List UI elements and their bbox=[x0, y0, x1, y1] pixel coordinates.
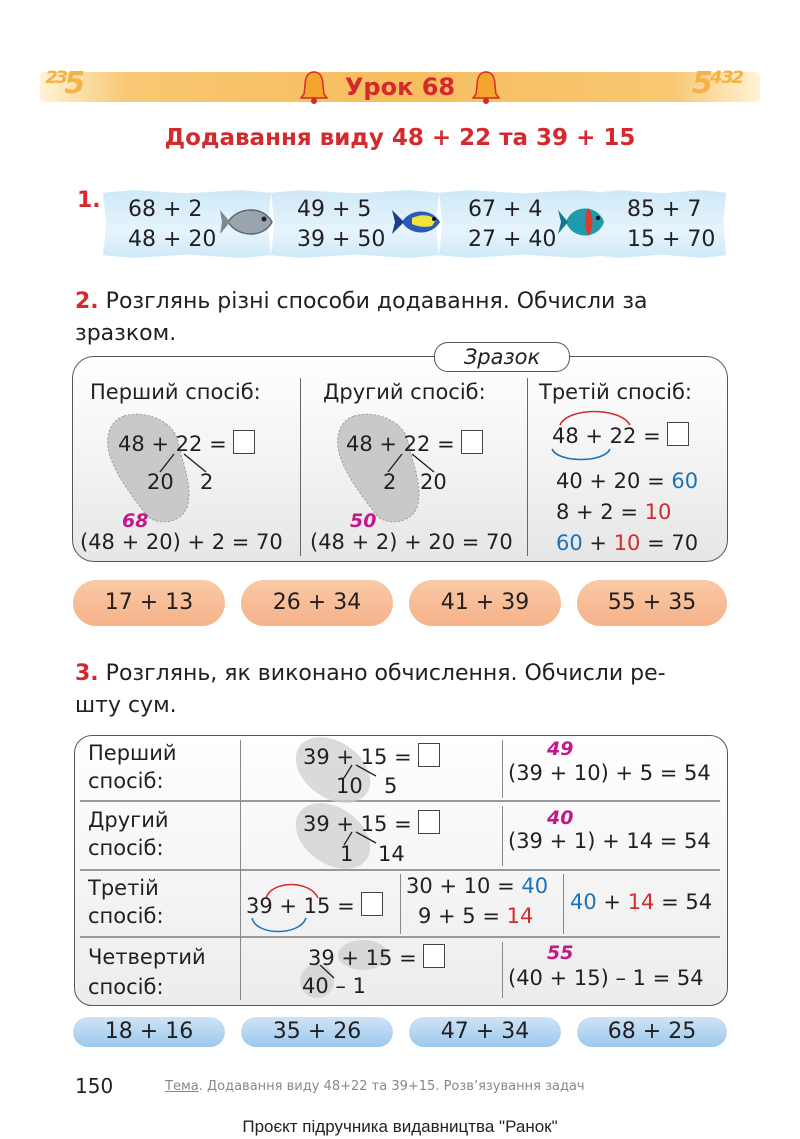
answer-box bbox=[233, 430, 255, 454]
table-expression: 39 + 15 = bbox=[303, 743, 440, 769]
method-label: Перший спосіб: bbox=[88, 741, 177, 793]
bell-icon bbox=[299, 70, 329, 104]
table-expression: 39 + 15 = bbox=[246, 892, 383, 918]
split-part: 40 – 1 bbox=[302, 974, 366, 998]
fish-icon bbox=[220, 200, 278, 244]
hint-value: 55 bbox=[547, 942, 574, 964]
sample-expression: 48 + 22 = bbox=[552, 422, 689, 448]
row-divider bbox=[80, 936, 720, 938]
task3-instruction-cont: шту сум. bbox=[75, 693, 177, 718]
split-part: 2 bbox=[383, 470, 397, 494]
split-part: 10 bbox=[336, 774, 363, 798]
footer-topic: Тема. Додавання виду 48+22 та 39+15. Розв’язування задач bbox=[165, 1079, 585, 1094]
fish-icon bbox=[558, 198, 608, 246]
divider bbox=[502, 740, 503, 798]
divider bbox=[502, 942, 503, 998]
answer-box bbox=[667, 422, 689, 446]
hint-value: 68 bbox=[122, 510, 149, 532]
answer-box bbox=[423, 944, 445, 968]
exercise-pill: 17 + 13 bbox=[73, 580, 225, 626]
exercise-pill: 18 + 16 bbox=[73, 1017, 225, 1047]
task3-instruction: 3. Розглянь, як виконано обчислення. Обчисли ре- bbox=[75, 661, 666, 686]
task2-instruction: 2. Розглянь різні способи додавання. Обчисли за bbox=[75, 289, 648, 314]
answer-box bbox=[361, 892, 383, 916]
place-value-line: 9 + 5 = 14 bbox=[418, 904, 534, 928]
divider bbox=[563, 874, 564, 934]
row-divider bbox=[80, 800, 720, 802]
hint-value: 49 bbox=[547, 738, 574, 760]
exercise-pill: 26 + 34 bbox=[241, 580, 393, 626]
answer-box bbox=[418, 743, 440, 767]
table-expression: 39 + 15 = bbox=[308, 944, 445, 970]
lesson-number bbox=[0, 70, 800, 104]
split-part: 20 bbox=[147, 470, 174, 494]
decorative-digits-right: 5⁴³² bbox=[692, 66, 741, 101]
row-divider bbox=[80, 869, 720, 871]
bell-icon bbox=[471, 70, 501, 104]
split-part: 14 bbox=[378, 842, 405, 866]
task1-expr: 49 + 5 39 + 50 bbox=[297, 197, 386, 252]
task1-expr: 67 + 4 27 + 40 bbox=[468, 197, 557, 252]
method-label: Другий спосіб: bbox=[88, 808, 169, 860]
lesson-label: Урок 68 bbox=[344, 73, 456, 101]
place-value-line: 40 + 20 = 60 bbox=[556, 469, 699, 493]
fish-icon bbox=[392, 204, 444, 240]
table-result: (39 + 1) + 14 = 54 bbox=[508, 829, 711, 853]
exercise-pill: 47 + 34 bbox=[409, 1017, 561, 1047]
hint-value: 40 bbox=[547, 807, 574, 829]
divider bbox=[300, 378, 301, 556]
method-label: Четвертий спосіб: bbox=[88, 945, 206, 999]
sample-expression: 48 + 22 = bbox=[118, 430, 255, 456]
divider bbox=[527, 378, 528, 556]
method-heading: Перший спосіб: bbox=[90, 380, 261, 404]
answer-box bbox=[418, 810, 440, 834]
method-heading: Третій спосіб: bbox=[539, 380, 692, 404]
task1-expr: 85 + 7 15 + 70 bbox=[627, 197, 716, 252]
sample-result: (48 + 2) + 20 = 70 bbox=[310, 530, 513, 554]
exercise-pill: 55 + 35 bbox=[577, 580, 727, 626]
exercise-pill: 68 + 25 bbox=[577, 1017, 727, 1047]
decorative-digits-left: ²³5 bbox=[44, 66, 83, 101]
page-number: 150 bbox=[75, 1074, 114, 1098]
publisher-note: Проєкт підручника видавництва "Ранок" bbox=[242, 1117, 558, 1136]
hint-value: 50 bbox=[350, 510, 377, 532]
divider bbox=[502, 806, 503, 866]
divider bbox=[400, 874, 401, 934]
method-label: Третій спосіб: bbox=[88, 876, 164, 928]
split-part: 2 bbox=[200, 470, 214, 494]
page-title: Додавання виду 48 + 22 та 39 + 15 bbox=[164, 125, 636, 151]
split-part: 20 bbox=[420, 470, 447, 494]
task1-expr: 68 + 2 48 + 20 bbox=[128, 197, 217, 252]
table-result: (40 + 15) – 1 = 54 bbox=[508, 966, 704, 990]
divider bbox=[240, 740, 241, 1000]
exercise-pill: 41 + 39 bbox=[409, 580, 561, 626]
sample-result: (48 + 20) + 2 = 70 bbox=[80, 530, 283, 554]
task-number: 1. bbox=[77, 188, 101, 213]
answer-box bbox=[461, 430, 483, 454]
table-result: (39 + 10) + 5 = 54 bbox=[508, 761, 711, 785]
table-expression: 39 + 15 = bbox=[303, 810, 440, 836]
split-part: 5 bbox=[384, 774, 398, 798]
split-part: 1 bbox=[340, 842, 354, 866]
sample-label: Зразок bbox=[434, 342, 570, 372]
place-value-line: 30 + 10 = 40 bbox=[406, 874, 549, 898]
method-heading: Другий спосіб: bbox=[323, 380, 486, 404]
sample-result: 60 + 10 = 70 bbox=[556, 531, 699, 555]
sample-expression: 48 + 22 = bbox=[346, 430, 483, 456]
table-result: 40 + 14 = 54 bbox=[570, 890, 713, 914]
place-value-line: 8 + 2 = 10 bbox=[556, 500, 672, 524]
exercise-pill: 35 + 26 bbox=[241, 1017, 393, 1047]
task2-instruction-cont: зразком. bbox=[75, 321, 177, 346]
